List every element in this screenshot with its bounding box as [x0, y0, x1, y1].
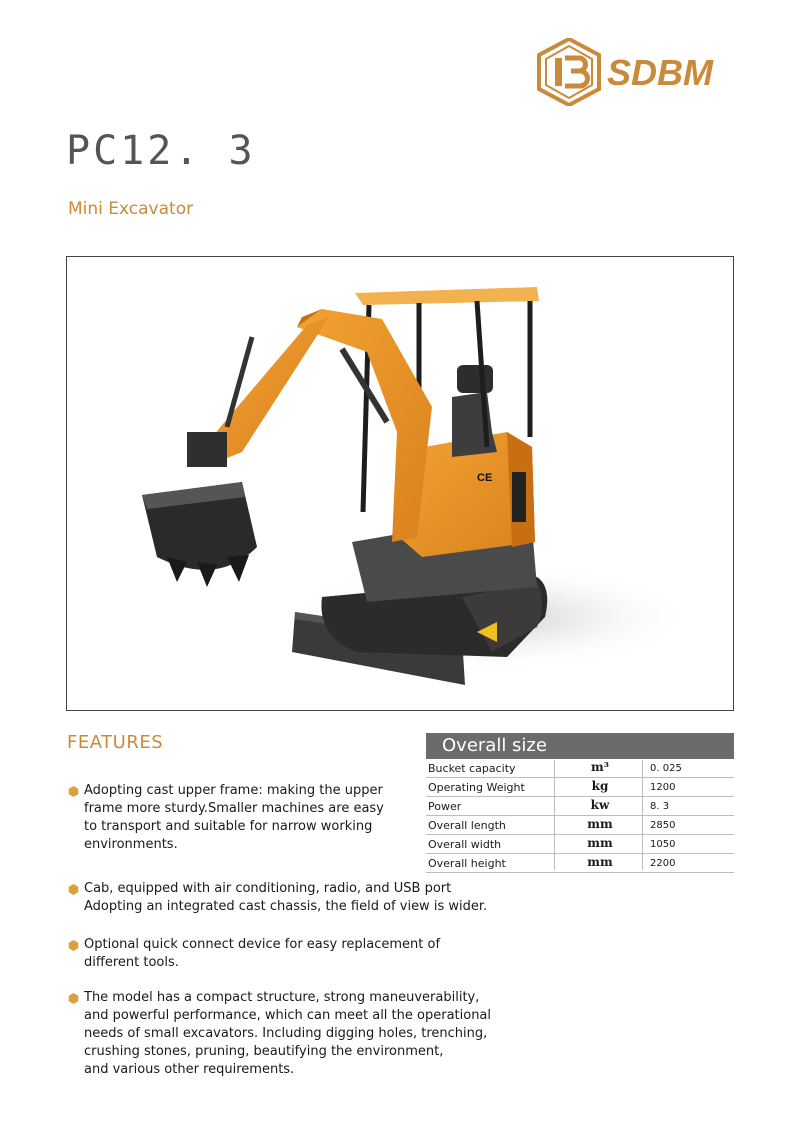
spec-name: Bucket capacity [428, 762, 516, 775]
feature-item [68, 936, 440, 972]
spec-name: Overall width [428, 838, 502, 851]
spec-unit: kg [591, 779, 609, 793]
spec-value: 2200 [650, 858, 676, 869]
spec-table-title: Overall size [426, 733, 734, 759]
spec-name: Power [428, 800, 462, 813]
hexagon-bullet-icon [68, 786, 79, 797]
spec-value: 8. 3 [650, 801, 670, 812]
feature-text: Adopting cast upper frame: making the upper frame more sturdy.Smaller machines are easy to transport and suitable for narrow working environments. [84, 783, 384, 852]
product-subtitle: Mini Excavator [68, 199, 194, 219]
brand-logo [537, 38, 762, 106]
features-heading: FEATURES [67, 732, 164, 753]
spec-unit: mm [587, 817, 613, 831]
feature-text: Cab, equipped with air conditioning, radio, and USB port Adopting an integrated cast chassis, the field of view is wider. [84, 881, 488, 914]
model-title: PC12. 3 [66, 128, 256, 174]
spec-value: 1050 [650, 839, 676, 850]
hexagon-bullet-icon [68, 993, 79, 1004]
feature-text: Optional quick connect device for easy replacement of different tools. [84, 937, 441, 970]
hexagon-bullet-icon [68, 884, 79, 895]
spec-name: Overall length [428, 819, 506, 832]
feature-item [68, 989, 491, 1079]
spec-value: 2850 [650, 820, 676, 831]
hexagon-bullet-icon [68, 940, 79, 951]
spec-unit: m³ [591, 760, 609, 774]
spec-table [426, 733, 734, 873]
logo-wordmark: SDBM [607, 52, 713, 93]
spec-unit: mm [587, 836, 613, 850]
spec-row [426, 816, 734, 835]
feature-item [68, 880, 487, 916]
product-photo [66, 256, 734, 711]
spec-unit: kw [590, 798, 610, 812]
spec-value: 1200 [650, 782, 676, 793]
spec-row [426, 778, 734, 797]
feature-item [68, 782, 384, 854]
spec-value: 0. 025 [650, 763, 682, 774]
ce-mark: CE [477, 472, 493, 484]
spec-row [426, 759, 734, 778]
spec-row [426, 835, 734, 854]
spec-row [426, 797, 734, 816]
spec-name: Overall height [428, 857, 506, 870]
spec-name: Operating Weight [428, 781, 525, 794]
spec-unit: mm [587, 855, 613, 869]
feature-text: The model has a compact structure, strong maneuverability, and powerful performance, which can meet all the operational needs of small excavators. Including digging holes, trenching, crushing stones, pruning, beautifying the environment, and various other requirements. [84, 990, 492, 1077]
spec-row [426, 854, 734, 873]
